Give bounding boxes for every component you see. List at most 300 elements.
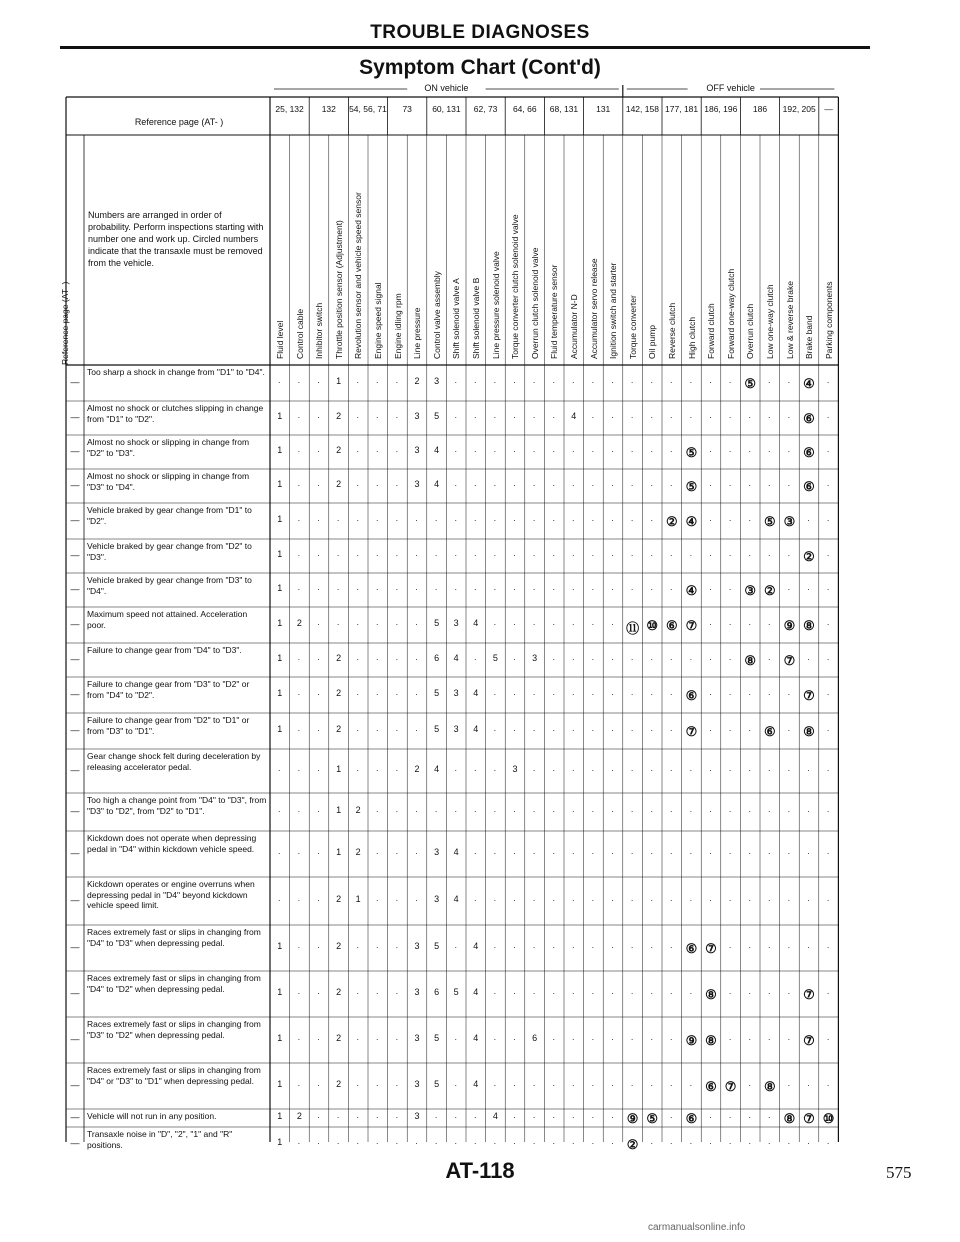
symptom-text: Maximum speed not attained. Acceleration poor. bbox=[87, 609, 248, 630]
empty-cell-dot: · bbox=[787, 942, 791, 952]
empty-cell-dot: · bbox=[493, 895, 497, 905]
component-header: Low & reverse brake bbox=[784, 281, 795, 359]
empty-cell-dot: · bbox=[591, 446, 595, 456]
empty-cell-dot: · bbox=[513, 988, 516, 998]
empty-cell-dot: · bbox=[552, 1034, 556, 1044]
component-header: Line pressure bbox=[412, 307, 423, 359]
empty-cell-dot: · bbox=[297, 806, 301, 816]
empty-cell-dot: · bbox=[454, 942, 458, 952]
empty-cell-dot: · bbox=[375, 412, 379, 422]
empty-cell-dot: · bbox=[356, 988, 360, 998]
empty-cell-dot: · bbox=[787, 689, 791, 699]
empty-cell-dot: · bbox=[630, 412, 634, 422]
empty-cell-dot: · bbox=[650, 988, 654, 998]
probability-cell: ⑥ bbox=[685, 1111, 698, 1126]
empty-cell-dot: · bbox=[611, 895, 614, 905]
probability-cell: 4 bbox=[453, 653, 459, 663]
empty-cell-dot: · bbox=[395, 942, 399, 952]
probability-cell: 1 bbox=[277, 445, 283, 455]
empty-cell-dot: · bbox=[454, 515, 458, 525]
empty-cell-dot: · bbox=[454, 1112, 458, 1122]
empty-cell-dot: · bbox=[650, 725, 654, 735]
empty-cell-dot: · bbox=[709, 654, 712, 664]
empty-cell-dot: · bbox=[552, 619, 556, 629]
empty-cell-dot: · bbox=[552, 806, 556, 816]
empty-cell-dot: · bbox=[297, 377, 301, 387]
symptom-text: Almost no shock or slipping in change from "D2" to "D3". bbox=[87, 437, 250, 458]
empty-cell-dot: · bbox=[532, 1112, 536, 1122]
empty-cell-dot: · bbox=[552, 412, 556, 422]
empty-cell-dot: · bbox=[571, 1112, 575, 1122]
empty-cell-dot: · bbox=[728, 1138, 732, 1148]
empty-cell-dot: · bbox=[434, 1112, 438, 1122]
component-header: Fluid level bbox=[275, 320, 285, 359]
empty-cell-dot: · bbox=[277, 806, 281, 816]
component-header: Shift solenoid valve A bbox=[451, 278, 462, 359]
empty-cell-dot: · bbox=[473, 1138, 477, 1148]
empty-cell-dot: · bbox=[375, 689, 379, 699]
component-header: Line pressure solenoid valve bbox=[490, 251, 501, 359]
empty-cell-dot: · bbox=[454, 377, 458, 387]
empty-cell-dot: · bbox=[317, 480, 320, 490]
probability-cell: 2 bbox=[336, 445, 342, 455]
empty-cell-dot: · bbox=[709, 848, 712, 858]
component-header: Overrun clutch solenoid valve bbox=[529, 247, 540, 359]
empty-cell-dot: · bbox=[571, 1080, 575, 1090]
empty-cell-dot: · bbox=[454, 765, 458, 775]
empty-cell-dot: · bbox=[375, 550, 379, 560]
empty-cell-dot: · bbox=[591, 515, 595, 525]
component-header: Forward one-way clutch bbox=[725, 268, 736, 359]
empty-cell-dot: · bbox=[728, 806, 732, 816]
component-header: High clutch bbox=[686, 316, 697, 359]
row-dash: — bbox=[70, 806, 80, 816]
probability-cell: ⑧ bbox=[705, 1033, 717, 1048]
empty-cell-dot: · bbox=[415, 550, 418, 560]
empty-cell-dot: · bbox=[532, 988, 536, 998]
empty-cell-dot: · bbox=[650, 689, 654, 699]
empty-cell-dot: · bbox=[630, 446, 634, 456]
probability-cell: 1 bbox=[277, 583, 283, 593]
empty-cell-dot: · bbox=[552, 1112, 556, 1122]
empty-cell-dot: · bbox=[317, 1034, 320, 1044]
probability-cell: 5 bbox=[434, 688, 440, 698]
empty-cell-dot: · bbox=[454, 550, 458, 560]
empty-cell-dot: · bbox=[297, 988, 301, 998]
empty-cell-dot: · bbox=[611, 619, 614, 629]
reference-page-cell: 132 bbox=[321, 104, 336, 114]
empty-cell-dot: · bbox=[630, 584, 634, 594]
probability-cell: 4 bbox=[473, 987, 479, 997]
empty-cell-dot: · bbox=[669, 584, 673, 594]
empty-cell-dot: · bbox=[787, 725, 791, 735]
component-header: Reverse clutch bbox=[667, 302, 677, 359]
empty-cell-dot: · bbox=[375, 725, 379, 735]
empty-cell-dot: · bbox=[532, 584, 536, 594]
empty-cell-dot: · bbox=[277, 765, 281, 775]
empty-cell-dot: · bbox=[630, 848, 634, 858]
empty-cell-dot: · bbox=[611, 446, 614, 456]
empty-cell-dot: · bbox=[513, 619, 516, 629]
empty-cell-dot: · bbox=[826, 654, 830, 664]
probability-cell: 1 bbox=[277, 724, 283, 734]
empty-cell-dot: · bbox=[748, 619, 752, 629]
empty-cell-dot: · bbox=[630, 550, 634, 560]
empty-cell-dot: · bbox=[630, 515, 634, 525]
empty-cell-dot: · bbox=[826, 1138, 830, 1148]
empty-cell-dot: · bbox=[415, 1138, 418, 1148]
empty-cell-dot: · bbox=[356, 550, 360, 560]
instructions: Numbers are arranged in order of probability. Perform inspections starting with number one and work up. Circled numbers indicate that the transaxle must be removed from the vehicle. bbox=[88, 210, 264, 268]
empty-cell-dot: · bbox=[767, 446, 771, 456]
empty-cell-dot: · bbox=[826, 942, 830, 952]
symptom-text: Almost no shock or clutches slipping in change from "D1" to "D2". bbox=[87, 403, 264, 424]
empty-cell-dot: · bbox=[650, 654, 654, 664]
empty-cell-dot: · bbox=[513, 584, 516, 594]
probability-cell: 3 bbox=[414, 445, 420, 455]
empty-cell-dot: · bbox=[591, 942, 595, 952]
empty-cell-dot: · bbox=[356, 689, 360, 699]
empty-cell-dot: · bbox=[356, 412, 360, 422]
empty-cell-dot: · bbox=[728, 480, 732, 490]
empty-cell-dot: · bbox=[591, 765, 595, 775]
empty-cell-dot: · bbox=[650, 550, 654, 560]
empty-cell-dot: · bbox=[356, 725, 360, 735]
probability-cell: 5 bbox=[434, 941, 440, 951]
empty-cell-dot: · bbox=[630, 988, 634, 998]
probability-cell: ⑦ bbox=[803, 1033, 815, 1048]
empty-cell-dot: · bbox=[454, 1034, 458, 1044]
probability-cell: ⑧ bbox=[803, 724, 815, 739]
empty-cell-dot: · bbox=[277, 895, 281, 905]
probability-cell: 4 bbox=[473, 1079, 479, 1089]
component-header: Oil pump bbox=[647, 324, 658, 359]
component-header: Control valve assembly bbox=[431, 271, 442, 359]
probability-cell: 1 bbox=[277, 411, 283, 421]
empty-cell-dot: · bbox=[493, 725, 497, 735]
probability-cell: 6 bbox=[434, 987, 440, 997]
empty-cell-dot: · bbox=[552, 550, 556, 560]
empty-cell-dot: · bbox=[356, 1080, 360, 1090]
probability-cell: 5 bbox=[434, 618, 440, 628]
reference-page-cell: 60, 131 bbox=[432, 104, 461, 114]
empty-cell-dot: · bbox=[669, 942, 673, 952]
empty-cell-dot: · bbox=[532, 412, 536, 422]
empty-cell-dot: · bbox=[552, 377, 556, 387]
empty-cell-dot: · bbox=[826, 725, 830, 735]
symptom-text: Kickdown does not operate when depressing pedal in "D4" within kickdown vehicle speed. bbox=[87, 833, 257, 854]
empty-cell-dot: · bbox=[493, 942, 497, 952]
empty-cell-dot: · bbox=[611, 848, 614, 858]
probability-cell: ⑥ bbox=[803, 411, 815, 426]
empty-cell-dot: · bbox=[807, 806, 810, 816]
empty-cell-dot: · bbox=[513, 412, 516, 422]
page-number: 575 bbox=[886, 1163, 912, 1182]
empty-cell-dot: · bbox=[317, 806, 320, 816]
symptom-text: Failure to change gear from "D2" to "D1" or from "D3" to "D1". bbox=[87, 715, 250, 736]
empty-cell-dot: · bbox=[297, 654, 301, 664]
empty-cell-dot: · bbox=[473, 515, 477, 525]
probability-cell: 1 bbox=[336, 764, 342, 774]
probability-cell: ⑧ bbox=[763, 1079, 776, 1094]
empty-cell-dot: · bbox=[571, 765, 575, 775]
empty-cell-dot: · bbox=[807, 848, 810, 858]
symptom-text: Almost no shock or slipping in change from "D3" to "D4". bbox=[87, 471, 250, 492]
empty-cell-dot: · bbox=[395, 1080, 399, 1090]
empty-cell-dot: · bbox=[493, 689, 497, 699]
empty-cell-dot: · bbox=[591, 377, 595, 387]
empty-cell-dot: · bbox=[591, 1034, 595, 1044]
empty-cell-dot: · bbox=[375, 377, 379, 387]
empty-cell-dot: · bbox=[669, 446, 673, 456]
probability-cell: 3 bbox=[434, 376, 440, 386]
empty-cell-dot: · bbox=[591, 550, 595, 560]
empty-cell-dot: · bbox=[787, 848, 791, 858]
empty-cell-dot: · bbox=[767, 619, 771, 629]
empty-cell-dot: · bbox=[317, 377, 320, 387]
empty-cell-dot: · bbox=[611, 550, 614, 560]
empty-cell-dot: · bbox=[787, 480, 791, 490]
empty-cell-dot: · bbox=[630, 942, 634, 952]
probability-cell: 5 bbox=[434, 724, 440, 734]
empty-cell-dot: · bbox=[454, 1080, 458, 1090]
empty-cell-dot: · bbox=[395, 377, 399, 387]
row-dash: — bbox=[70, 1080, 80, 1090]
empty-cell-dot: · bbox=[375, 806, 379, 816]
empty-cell-dot: · bbox=[434, 515, 438, 525]
probability-cell: 4 bbox=[434, 445, 440, 455]
empty-cell-dot: · bbox=[473, 377, 477, 387]
empty-cell-dot: · bbox=[532, 725, 536, 735]
empty-cell-dot: · bbox=[748, 806, 752, 816]
empty-cell-dot: · bbox=[826, 1034, 830, 1044]
symptom-text: Gear change shock felt during deceleration by releasing accelerator pedal. bbox=[87, 751, 261, 772]
reference-page-cell: 186, 196 bbox=[704, 104, 738, 114]
empty-cell-dot: · bbox=[395, 619, 399, 629]
empty-cell-dot: · bbox=[473, 765, 477, 775]
empty-cell-dot: · bbox=[454, 584, 458, 594]
probability-cell: 3 bbox=[453, 618, 459, 628]
empty-cell-dot: · bbox=[415, 584, 418, 594]
empty-cell-dot: · bbox=[415, 654, 418, 664]
empty-cell-dot: · bbox=[709, 1138, 712, 1148]
empty-cell-dot: · bbox=[669, 550, 673, 560]
empty-cell-dot: · bbox=[513, 848, 516, 858]
empty-cell-dot: · bbox=[552, 1138, 556, 1148]
reference-page-cell: 68, 131 bbox=[549, 104, 579, 114]
empty-cell-dot: · bbox=[532, 765, 536, 775]
empty-cell-dot: · bbox=[787, 806, 791, 816]
probability-cell: ④ bbox=[685, 514, 698, 529]
empty-cell-dot: · bbox=[297, 765, 301, 775]
probability-cell: 1 bbox=[277, 653, 283, 663]
empty-cell-dot: · bbox=[297, 689, 301, 699]
empty-cell-dot: · bbox=[297, 515, 301, 525]
empty-cell-dot: · bbox=[552, 584, 556, 594]
component-header: Overrun clutch bbox=[745, 303, 756, 359]
symptom-chart bbox=[58, 83, 850, 1152]
empty-cell-dot: · bbox=[317, 988, 320, 998]
empty-cell-dot: · bbox=[513, 515, 516, 525]
empty-cell-dot: · bbox=[630, 377, 634, 387]
empty-cell-dot: · bbox=[532, 1080, 536, 1090]
empty-cell-dot: · bbox=[297, 550, 301, 560]
row-dash: — bbox=[70, 689, 80, 699]
empty-cell-dot: · bbox=[375, 515, 379, 525]
probability-cell: 1 bbox=[277, 618, 283, 628]
empty-cell-dot: · bbox=[513, 480, 516, 490]
empty-cell-dot: · bbox=[767, 654, 771, 664]
row-dash: — bbox=[70, 765, 80, 775]
empty-cell-dot: · bbox=[689, 550, 693, 560]
row-dash: — bbox=[70, 515, 80, 525]
probability-cell: 2 bbox=[336, 1079, 342, 1089]
empty-cell-dot: · bbox=[748, 988, 752, 998]
probability-cell: 1 bbox=[336, 376, 342, 386]
probability-cell: ⑨ bbox=[626, 1111, 639, 1126]
empty-cell-dot: · bbox=[591, 848, 595, 858]
empty-cell-dot: · bbox=[630, 480, 634, 490]
empty-cell-dot: · bbox=[571, 1138, 575, 1148]
empty-cell-dot: · bbox=[709, 550, 712, 560]
empty-cell-dot: · bbox=[356, 1138, 360, 1148]
empty-cell-dot: · bbox=[552, 725, 556, 735]
page-title: Symptom Chart (Cont'd) bbox=[359, 56, 601, 79]
empty-cell-dot: · bbox=[728, 988, 732, 998]
empty-cell-dot: · bbox=[826, 550, 830, 560]
empty-cell-dot: · bbox=[434, 550, 438, 560]
empty-cell-dot: · bbox=[748, 689, 752, 699]
probability-cell: 6 bbox=[532, 1033, 538, 1043]
empty-cell-dot: · bbox=[611, 1138, 614, 1148]
empty-cell-dot: · bbox=[552, 480, 556, 490]
empty-cell-dot: · bbox=[513, 654, 516, 664]
empty-cell-dot: · bbox=[336, 515, 340, 525]
empty-cell-dot: · bbox=[669, 1138, 673, 1148]
empty-cell-dot: · bbox=[709, 412, 712, 422]
empty-cell-dot: · bbox=[317, 725, 320, 735]
empty-cell-dot: · bbox=[552, 1080, 556, 1090]
empty-cell-dot: · bbox=[728, 550, 732, 560]
reference-page-cell: 131 bbox=[596, 104, 611, 114]
empty-cell-dot: · bbox=[395, 848, 399, 858]
empty-cell-dot: · bbox=[650, 895, 654, 905]
empty-cell-dot: · bbox=[493, 765, 497, 775]
empty-cell-dot: · bbox=[336, 619, 340, 629]
empty-cell-dot: · bbox=[826, 480, 830, 490]
empty-cell-dot: · bbox=[571, 689, 575, 699]
empty-cell-dot: · bbox=[493, 1034, 497, 1044]
empty-cell-dot: · bbox=[532, 377, 536, 387]
empty-cell-dot: · bbox=[513, 1080, 516, 1090]
row-dash: — bbox=[70, 619, 80, 629]
empty-cell-dot: · bbox=[336, 1112, 340, 1122]
empty-cell-dot: · bbox=[807, 1080, 810, 1090]
empty-cell-dot: · bbox=[787, 1034, 791, 1044]
probability-cell: ⑥ bbox=[685, 688, 698, 703]
empty-cell-dot: · bbox=[473, 1112, 477, 1122]
empty-cell-dot: · bbox=[513, 806, 516, 816]
empty-cell-dot: · bbox=[415, 848, 418, 858]
probability-cell: 2 bbox=[414, 764, 420, 774]
probability-cell: 6 bbox=[434, 653, 440, 663]
empty-cell-dot: · bbox=[375, 619, 379, 629]
empty-cell-dot: · bbox=[787, 895, 791, 905]
probability-cell: 2 bbox=[355, 805, 361, 815]
probability-cell: 3 bbox=[532, 653, 538, 663]
empty-cell-dot: · bbox=[767, 412, 771, 422]
empty-cell-dot: · bbox=[591, 806, 595, 816]
empty-cell-dot: · bbox=[297, 1138, 301, 1148]
probability-cell: ⑦ bbox=[685, 618, 698, 633]
reference-page-cell: 62, 73 bbox=[473, 104, 498, 114]
empty-cell-dot: · bbox=[748, 412, 752, 422]
empty-cell-dot: · bbox=[689, 988, 693, 998]
probability-cell: 4 bbox=[473, 688, 479, 698]
probability-cell: 3 bbox=[434, 847, 440, 857]
empty-cell-dot: · bbox=[571, 515, 575, 525]
empty-cell-dot: · bbox=[826, 1080, 830, 1090]
probability-cell: 4 bbox=[473, 1033, 479, 1043]
probability-cell: 5 bbox=[434, 1079, 440, 1089]
empty-cell-dot: · bbox=[669, 765, 673, 775]
empty-cell-dot: · bbox=[473, 584, 477, 594]
empty-cell-dot: · bbox=[748, 515, 752, 525]
empty-cell-dot: · bbox=[473, 412, 477, 422]
empty-cell-dot: · bbox=[591, 480, 595, 490]
empty-cell-dot: · bbox=[317, 654, 320, 664]
empty-cell-dot: · bbox=[473, 446, 477, 456]
off-vehicle-label: OFF vehicle bbox=[706, 83, 755, 93]
empty-cell-dot: · bbox=[356, 619, 360, 629]
empty-cell-dot: · bbox=[728, 412, 732, 422]
empty-cell-dot: · bbox=[317, 895, 320, 905]
empty-cell-dot: · bbox=[277, 848, 281, 858]
page-code: AT-118 bbox=[445, 1158, 515, 1183]
symptom-text: Failure to change gear from "D3" to "D2" or from "D4" to "D2". bbox=[87, 679, 250, 700]
empty-cell-dot: · bbox=[395, 584, 399, 594]
empty-cell-dot: · bbox=[807, 515, 810, 525]
empty-cell-dot: · bbox=[375, 584, 379, 594]
probability-cell: ⑨ bbox=[685, 1033, 698, 1048]
empty-cell-dot: · bbox=[375, 446, 379, 456]
empty-cell-dot: · bbox=[336, 550, 340, 560]
row-dash: — bbox=[70, 942, 80, 952]
probability-cell: 4 bbox=[473, 941, 479, 951]
empty-cell-dot: · bbox=[493, 619, 497, 629]
row-dash: — bbox=[70, 480, 80, 490]
probability-cell: ③ bbox=[783, 514, 796, 529]
empty-cell-dot: · bbox=[434, 806, 438, 816]
empty-cell-dot: · bbox=[611, 988, 614, 998]
empty-cell-dot: · bbox=[689, 1138, 693, 1148]
empty-cell-dot: · bbox=[630, 654, 634, 664]
component-header: Revolution sensor and vehicle speed sensor bbox=[353, 192, 364, 359]
probability-cell: 1 bbox=[277, 688, 283, 698]
probability-cell: 4 bbox=[473, 724, 479, 734]
empty-cell-dot: · bbox=[748, 446, 752, 456]
empty-cell-dot: · bbox=[375, 654, 379, 664]
empty-cell-dot: · bbox=[395, 515, 399, 525]
empty-cell-dot: · bbox=[513, 1034, 516, 1044]
empty-cell-dot: · bbox=[807, 942, 810, 952]
probability-cell: 5 bbox=[492, 653, 498, 663]
section-title: TROUBLE DIAGNOSES bbox=[370, 22, 590, 43]
empty-cell-dot: · bbox=[571, 377, 575, 387]
probability-cell: 1 bbox=[277, 987, 283, 997]
empty-cell-dot: · bbox=[571, 848, 575, 858]
empty-cell-dot: · bbox=[630, 1080, 634, 1090]
